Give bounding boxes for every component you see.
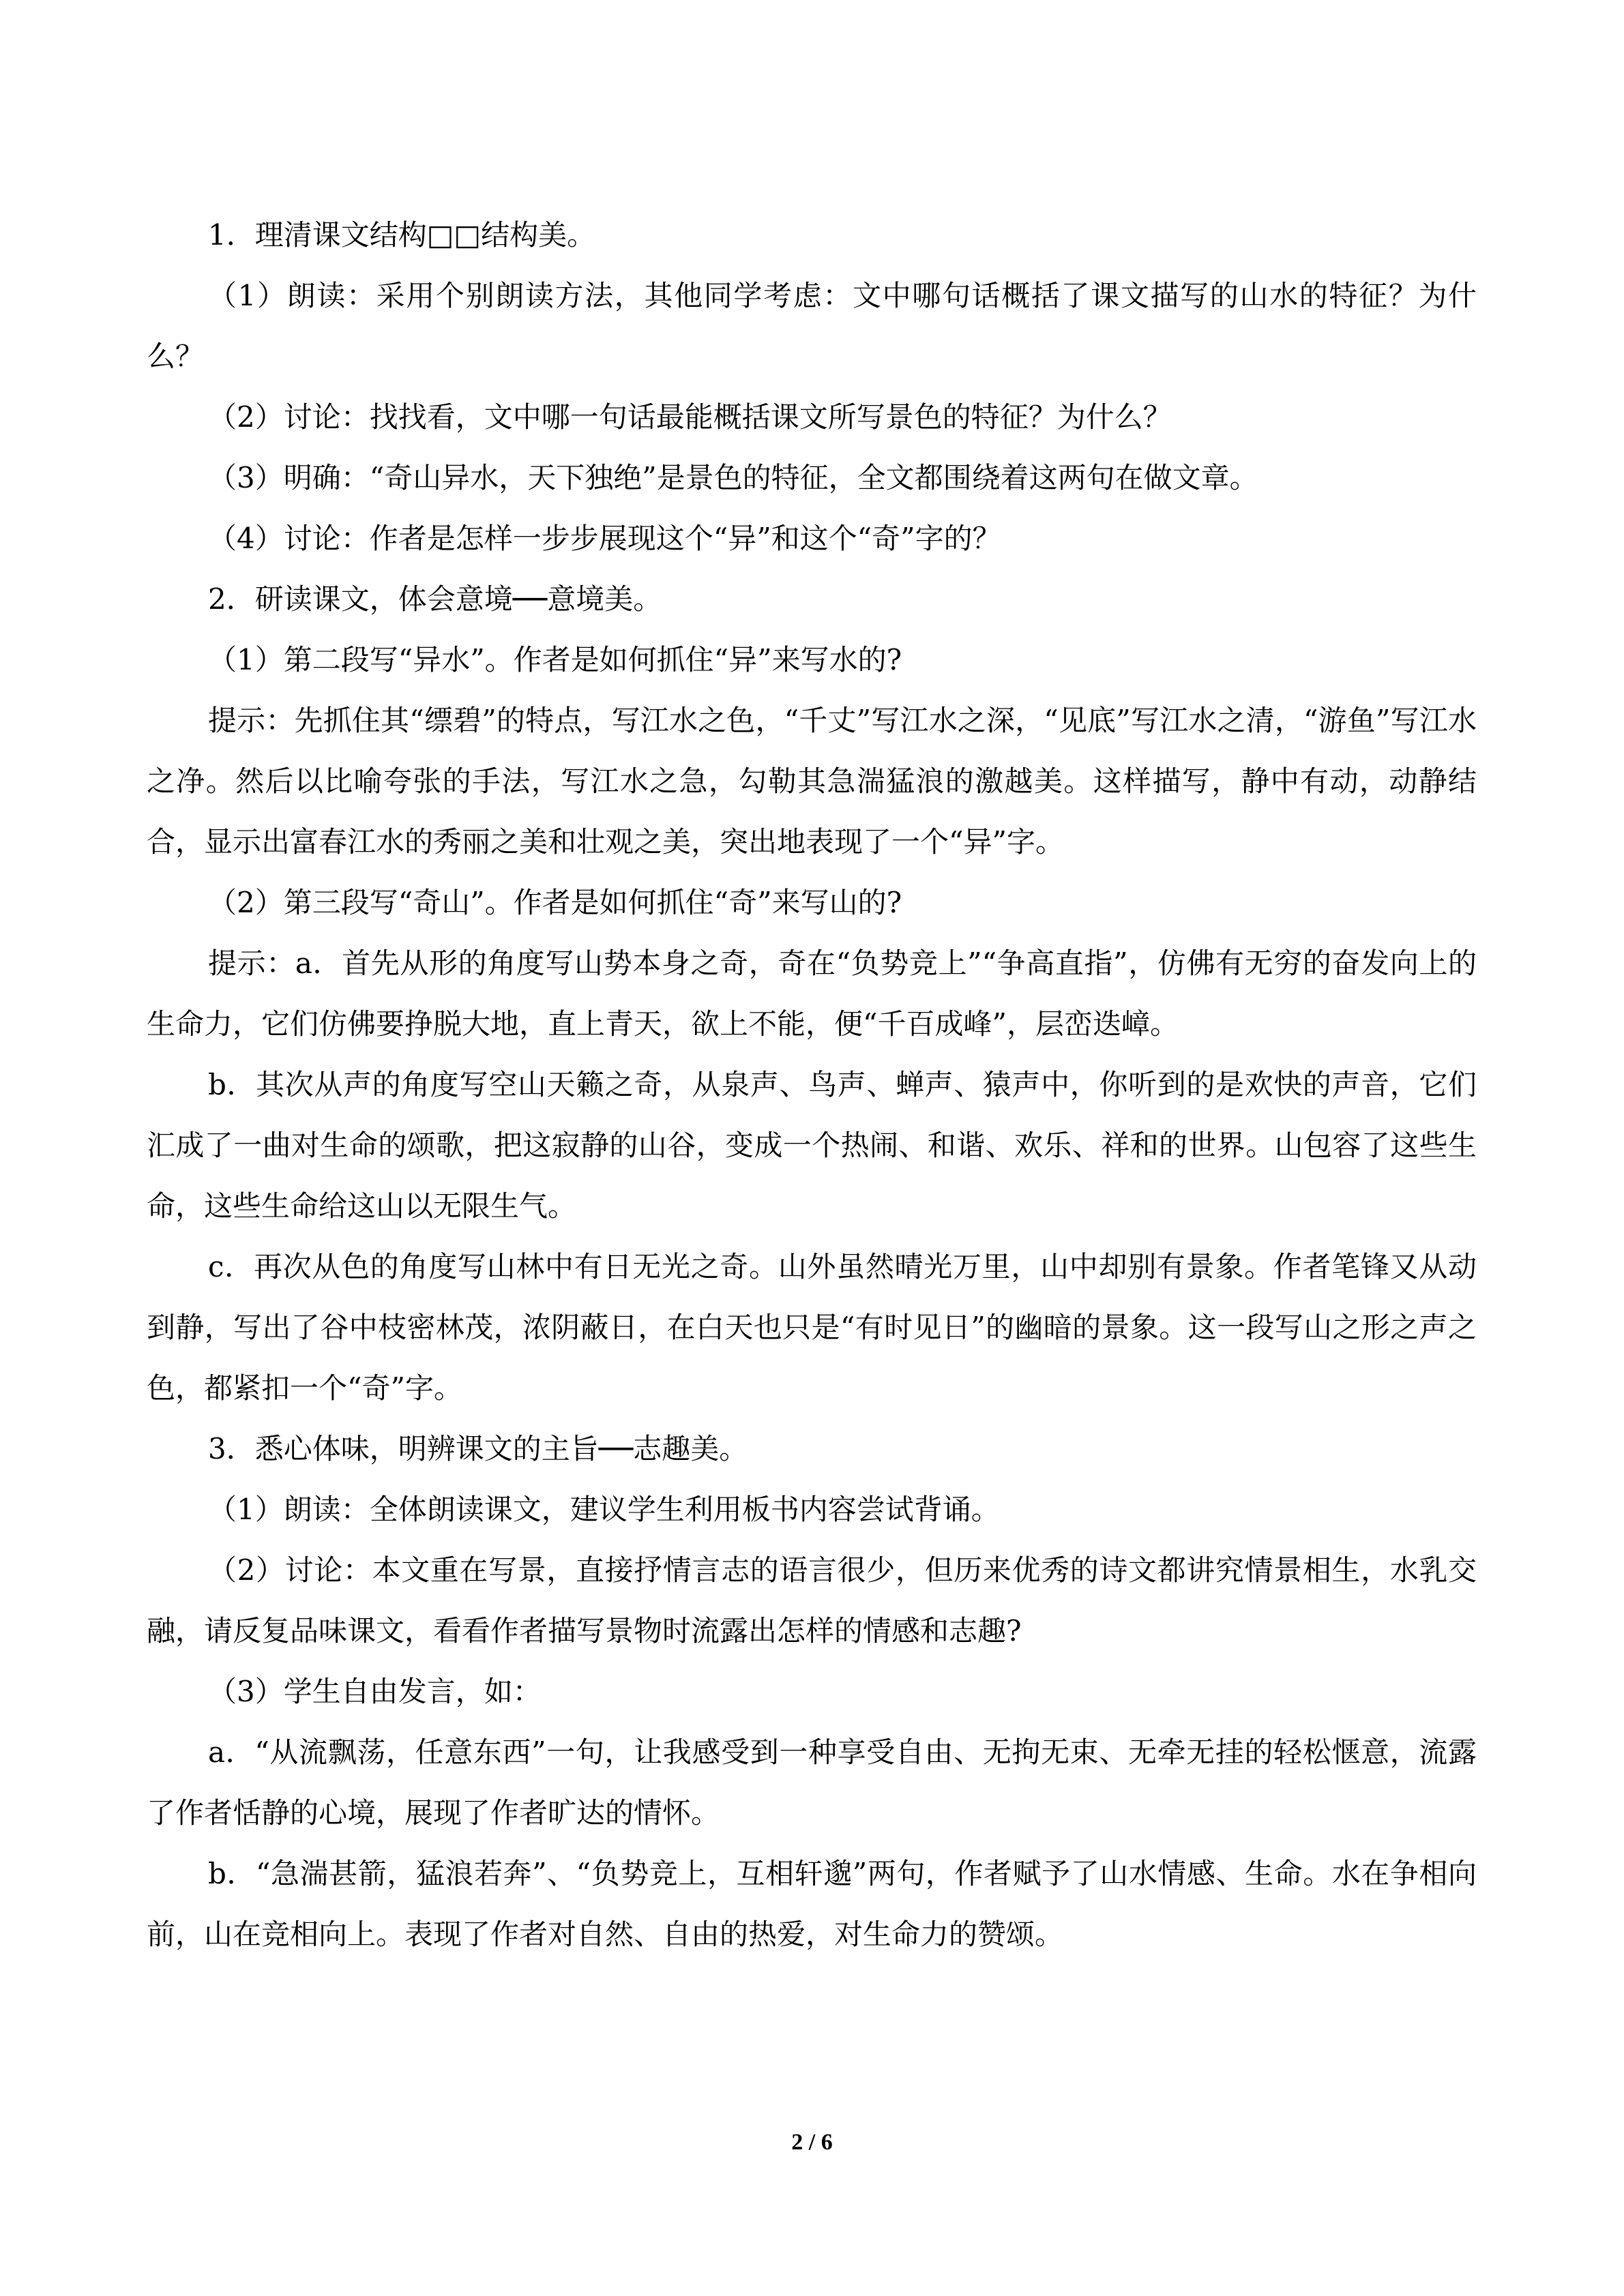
paragraph-mountain-hint-a: 提示：a．首先从形的角度写山势本身之奇，奇在“负势竞上”“争高直指”，仿佛有无穷的奋发向上的生命力，它们仿佛要挣脱大地，直上青天，欲上不能，便“千百成峰”，层峦迭嶂。 <box>147 946 1477 1041</box>
paragraph-mood-heading: 2．研读课文，体会意境──意境美。 <box>208 582 662 616</box>
paragraph-mountain-hint-b: b．其次从声的角度写空山天籁之奇，从泉声、鸟声、蝉声、猿声中，你听到的是欢快的声音，它们汇成了一曲对生命的颂歌，把这寂静的山谷，变成一个热闹、和谐、欢乐、祥和的世界。山包容了这些生命，这些生命给这山以无限生气。 <box>147 1068 1477 1223</box>
paragraph-answer-b: b．“急湍甚箭，猛浪若奔”、“负势竞上，互相轩邈”两句，作者赋予了山水情感、生命。水在争相向前，山在竞相向上。表现了作者对自然、自由的热爱，对生命力的赞颂。 <box>147 1857 1477 1951</box>
paragraph-discussion-question: （2）讨论：找找看，文中哪一句话最能概括课文所写景色的特征？为什么？ <box>208 400 1172 434</box>
document-body <box>147 205 1477 1965</box>
page-number: 2 / 6 <box>791 2130 833 2155</box>
paragraph-mountain-hint-c: c．再次从色的角度写山林中有日无光之奇。山外虽然晴光万里，山中却别有景象。作者笔锋又从动到静，写出了谷中枝密林茂，浓阴蔽日，在白天也只是“有时见日”的幽暗的景象。这一段写山之形之声之色，都紧扣一个“奇”字。 <box>147 1250 1477 1405</box>
paragraph-water-question: （1）第二段写“异水”。作者是如何抓住“异”来写水的? <box>208 643 902 676</box>
paragraph-reading-question: （1）朗读：采用个别朗读方法，其他同学考虑：文中哪句话概括了课文描写的山水的特征？为什么？ <box>147 279 1477 373</box>
paragraph-water-hint: 提示：先抓住其“缥碧”的特点，写江水之色，“千丈”写江水之深，“见底”写江水之清，“游鱼”写江水之净。然后以比喻夸张的手法，写江水之急，勾勒其急湍猛浪的激越美。这样描写，静中有动，动静结合，显示出富春江水的秀丽之美和壮观之美，突出地表现了一个“异”字。 <box>147 704 1477 859</box>
paragraph-structure-heading: 1．理清课文结构□□结构美。 <box>208 218 596 252</box>
paragraph-discussion-method: （4）讨论：作者是怎样一步步展现这个“异”和这个“奇”字的？ <box>208 522 1001 555</box>
paragraph-free-speech: （3）学生自由发言，如： <box>208 1675 542 1708</box>
paragraph-recitation: （1）朗读：全体朗读课文，建议学生利用板书内容尝试背诵。 <box>208 1493 1000 1526</box>
paragraph-answer-a: a．“从流飘荡，任意东西”一句，让我感受到一种享受自由、无拘无束、无牵无挂的轻松惬意，流露了作者恬静的心境，展现了作者旷达的情怀。 <box>147 1735 1477 1830</box>
paragraph-mountain-question: （2）第三段写“奇山”。作者是如何抓住“奇”来写山的? <box>208 886 902 919</box>
paragraph-theme-heading: 3．悉心体味，明辨课文的主旨──志趣美。 <box>208 1432 748 1465</box>
paragraph-clarification: （3）明确：“奇山异水，天下独绝”是景色的特征，全文都围绕着这两句在做文章。 <box>208 461 1258 494</box>
paragraph-emotion-question: （2）讨论：本文重在写景，直接抒情言志的语言很少，但历来优秀的诗文都讲究情景相生，水乳交融，请反复品味课文，看看作者描写景物时流露出怎样的情感和志趣? <box>147 1553 1477 1648</box>
